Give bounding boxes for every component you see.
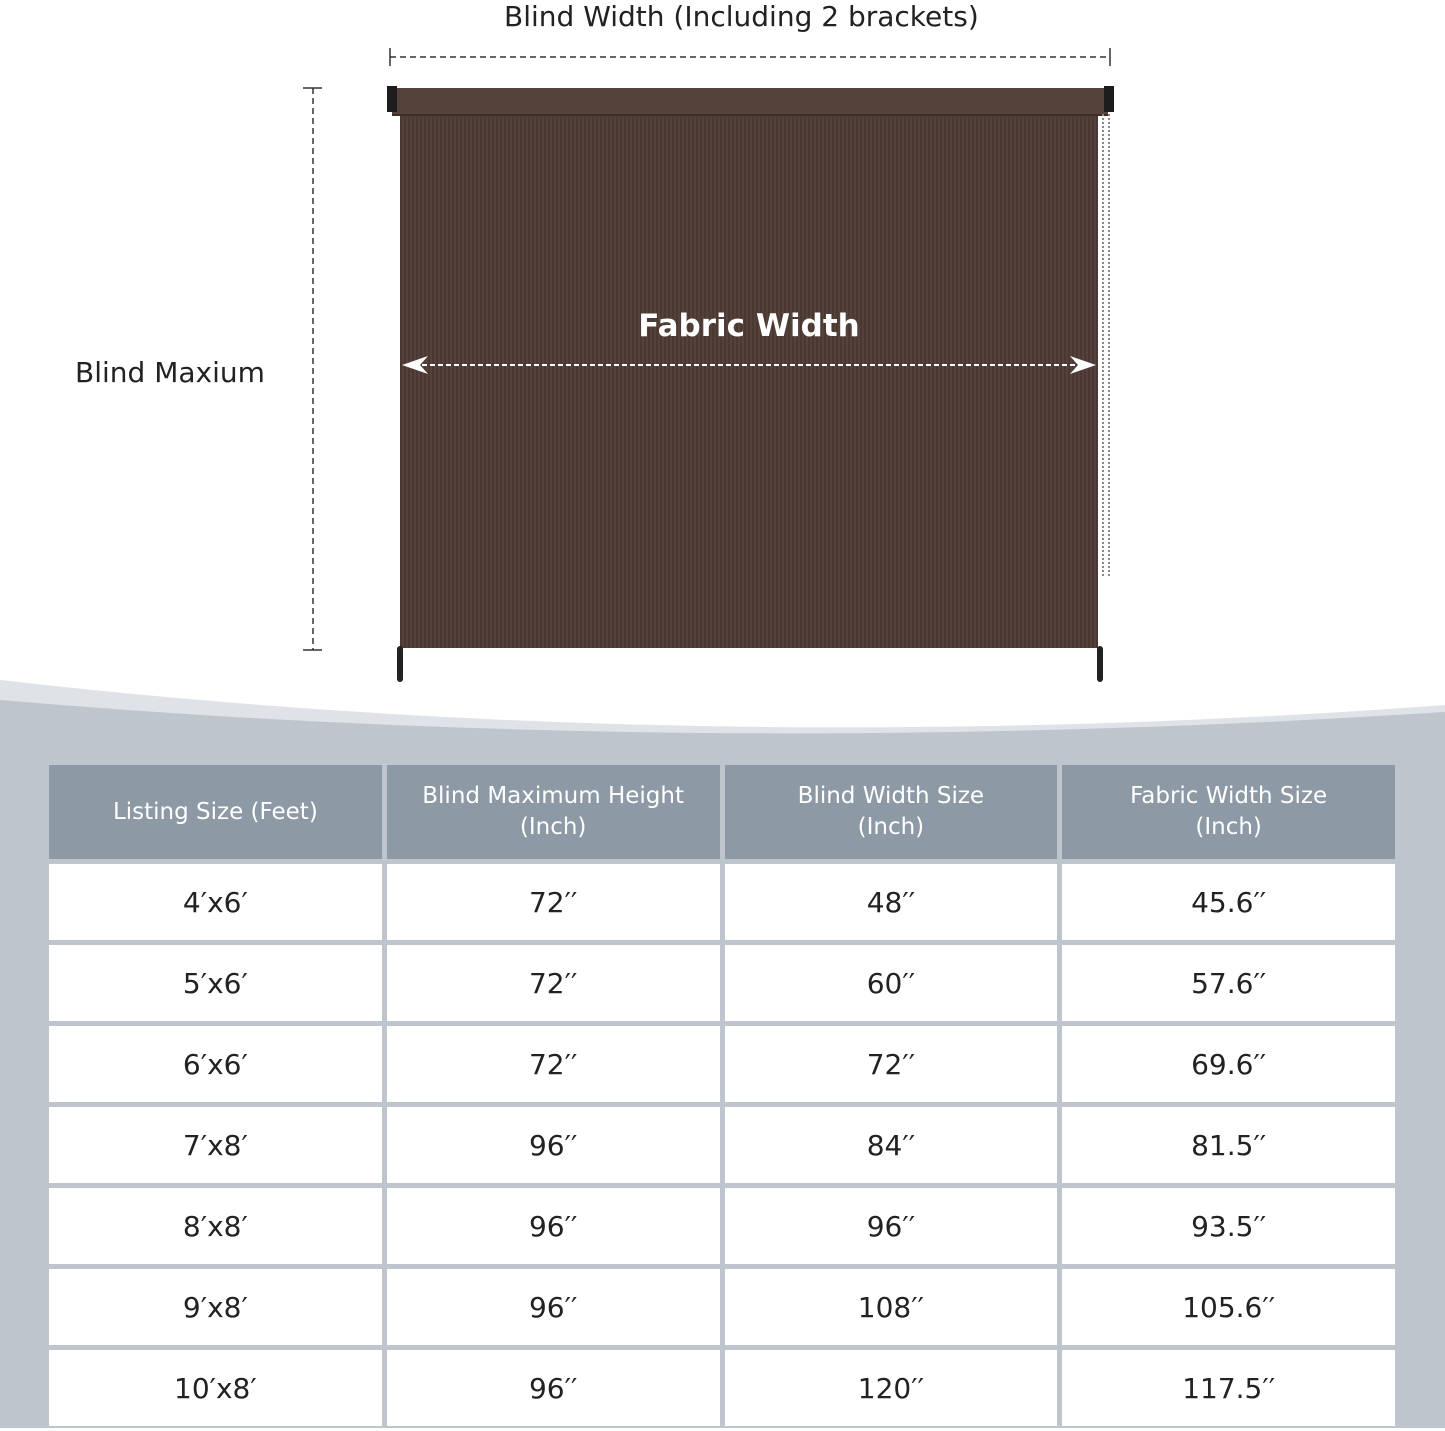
table-cell: 96′′ <box>387 1350 720 1426</box>
table-cell: 10′x8′ <box>49 1350 382 1426</box>
table-cell: 105.6′′ <box>1062 1269 1395 1345</box>
header-fabric-width: Fabric Width Size (Inch) <box>1062 765 1395 859</box>
table-cell: 96′′ <box>387 1188 720 1264</box>
table-cell: 84′′ <box>725 1107 1058 1183</box>
table-cell: 108′′ <box>725 1269 1058 1345</box>
header-max-height: Blind Maximum Height (Inch) <box>387 765 720 859</box>
table-cell: 45.6′′ <box>1062 864 1395 940</box>
table-cell: 96′′ <box>387 1269 720 1345</box>
fabric-width-label: Fabric Width <box>638 308 860 344</box>
table-row <box>49 1350 1395 1426</box>
blind-height-label: Blind Maxium <box>75 356 265 389</box>
table-cell: 4′x6′ <box>49 864 382 940</box>
blind-width-label: Blind Width (Including 2 brackets) <box>504 0 979 33</box>
blind-roller <box>392 88 1108 116</box>
table-cell: 57.6′′ <box>1062 945 1395 1021</box>
table-cell: 69.6′′ <box>1062 1026 1395 1102</box>
table-cell: 60′′ <box>725 945 1058 1021</box>
table-cell: 96′′ <box>725 1188 1058 1264</box>
table-cell: 5′x6′ <box>49 945 382 1021</box>
table-cell: 8′x8′ <box>49 1188 382 1264</box>
table-cell: 9′x8′ <box>49 1269 382 1345</box>
table-cell: 72′′ <box>725 1026 1058 1102</box>
header-blind-width: Blind Width Size (Inch) <box>725 765 1058 859</box>
table-cell: 93.5′′ <box>1062 1188 1395 1264</box>
table-cell: 6′x6′ <box>49 1026 382 1102</box>
table-row <box>49 1269 1395 1345</box>
table-cell: 96′′ <box>387 1107 720 1183</box>
table-cell: 48′′ <box>725 864 1058 940</box>
table-cell: 72′′ <box>387 945 720 1021</box>
table-row <box>49 945 1395 1021</box>
table-row <box>49 1188 1395 1264</box>
fabric-width-arrow <box>400 354 1100 376</box>
left-weight <box>397 646 403 682</box>
table-cell: 72′′ <box>387 1026 720 1102</box>
size-table <box>44 760 1400 1431</box>
table-cell: 120′′ <box>725 1350 1058 1426</box>
left-bracket <box>387 86 397 112</box>
table-cell: 81.5′′ <box>1062 1107 1395 1183</box>
table-cell: 7′x8′ <box>49 1107 382 1183</box>
right-bracket <box>1104 86 1114 112</box>
header-listing-size: Listing Size (Feet) <box>49 765 382 859</box>
table-row <box>49 1107 1395 1183</box>
right-weight <box>1097 646 1103 682</box>
table-row <box>49 864 1395 940</box>
table-row <box>49 1026 1395 1102</box>
table-cell: 72′′ <box>387 864 720 940</box>
table-header-row <box>49 765 1395 859</box>
pull-chain <box>1102 114 1110 576</box>
table-cell: 117.5′′ <box>1062 1350 1395 1426</box>
